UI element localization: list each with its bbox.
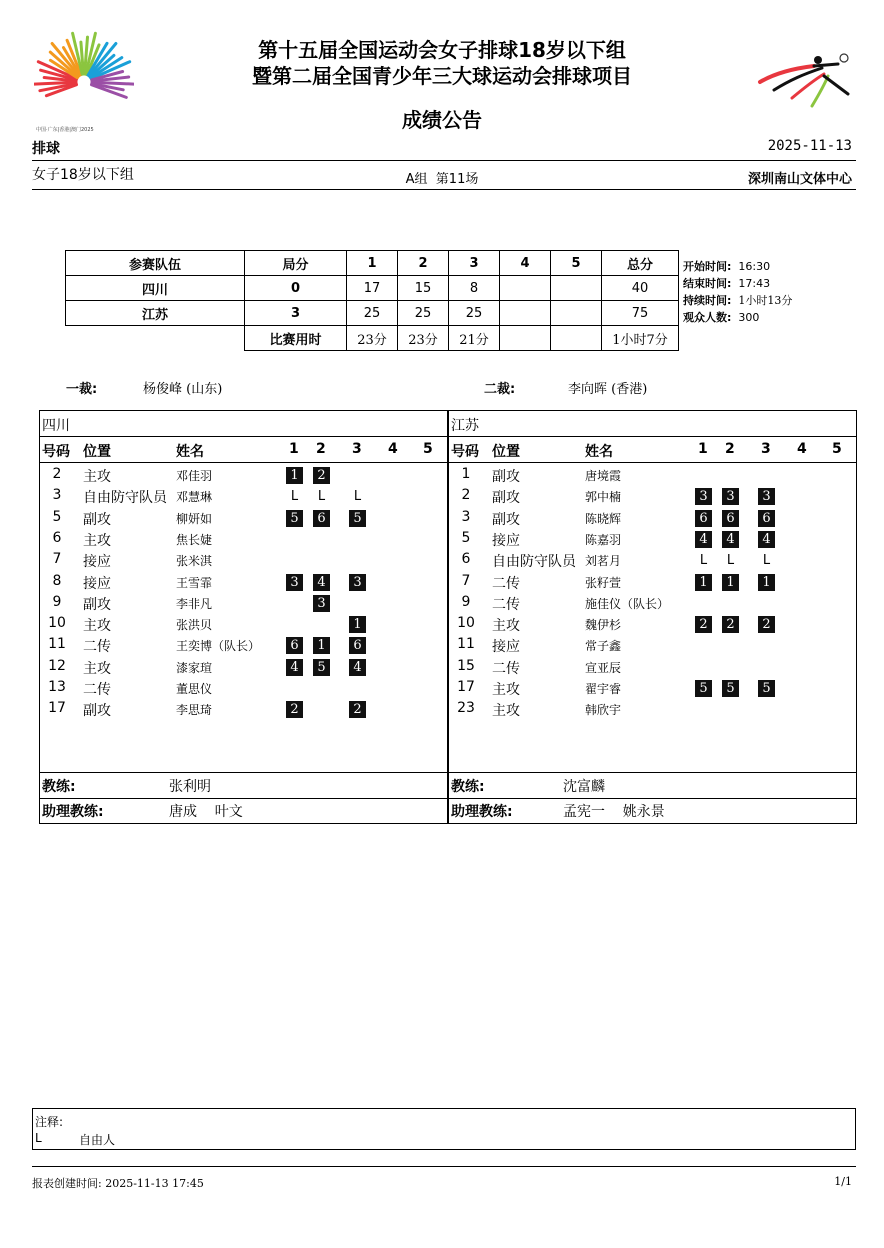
total-score: 75 xyxy=(602,301,679,326)
player-row xyxy=(449,573,856,594)
col-name-header: 姓名 xyxy=(176,444,204,460)
player-position: 接应 xyxy=(83,575,111,592)
player-name: 张米淇 xyxy=(176,554,213,569)
player-row xyxy=(449,509,856,530)
player-number: 6 xyxy=(52,529,62,546)
second-referee: 李向晖 (香港) xyxy=(568,382,648,397)
player-number: 17 xyxy=(457,679,475,695)
roster-header-rule xyxy=(449,462,856,463)
libero-marker: L xyxy=(762,553,771,569)
rotation-position-marker: 2 xyxy=(695,616,712,633)
player-position: 主攻 xyxy=(492,682,520,698)
assistant-coach-names: 唐成 叶文 xyxy=(169,804,243,820)
report-created-time: 报表创建时间: 2025-11-13 17:45 xyxy=(32,1177,204,1190)
player-position: 自由防守队员 xyxy=(83,490,167,507)
col-pos-header: 位置 xyxy=(492,444,520,460)
player-name: 常子鑫 xyxy=(585,639,622,654)
player-number: 12 xyxy=(48,657,66,674)
player-row xyxy=(449,700,856,721)
rotation-position-marker: 2 xyxy=(349,701,366,718)
page-number: 1/1 xyxy=(834,1175,852,1188)
col-set-header: 2 xyxy=(725,441,735,457)
sets-won: 3 xyxy=(245,301,347,326)
player-number: 7 xyxy=(461,572,471,589)
player-name: 宣亚辰 xyxy=(585,660,622,675)
group-match-label: A组 第11场 xyxy=(405,172,479,187)
set-score: 25 xyxy=(398,301,449,326)
sport-label: 排球 xyxy=(32,141,60,157)
rotation-position-marker: 1 xyxy=(695,574,712,591)
empty-cell xyxy=(66,326,245,351)
col-set-header: 4 xyxy=(388,441,398,457)
player-row xyxy=(449,615,856,636)
col-set-header: 1 xyxy=(698,441,708,457)
rotation-position-marker: 4 xyxy=(313,574,330,591)
team-roster-jiangsu xyxy=(448,410,857,824)
rotation-position-marker: 1 xyxy=(722,574,739,591)
col-set-header: 3 xyxy=(352,441,362,457)
player-number: 3 xyxy=(52,487,62,504)
player-row xyxy=(449,636,856,657)
sets-won: 0 xyxy=(245,276,347,301)
team-roster-sichuan xyxy=(39,410,448,824)
player-position: 二传 xyxy=(492,660,520,677)
rotation-position-marker: 2 xyxy=(313,467,330,484)
assistant-coach-label: 助理教练: xyxy=(42,804,104,820)
player-position: 主攻 xyxy=(83,469,111,485)
player-row xyxy=(449,466,856,487)
set-3-header: 3 xyxy=(449,251,500,276)
player-number: 5 xyxy=(52,508,62,525)
player-name: 漆家瑄 xyxy=(176,660,213,675)
rotation-position-marker: 6 xyxy=(349,637,366,654)
audience-count: 300 xyxy=(738,311,760,324)
player-number: 15 xyxy=(457,657,475,674)
player-name: 李思琦 xyxy=(176,703,213,718)
set-score: 15 xyxy=(398,276,449,301)
venue-label: 深圳南山文体中心 xyxy=(747,172,852,187)
rotation-position-marker: 4 xyxy=(722,531,739,548)
player-row xyxy=(40,679,447,700)
player-name: 唐境霞 xyxy=(585,469,622,483)
player-row xyxy=(449,530,856,551)
player-position: 主攻 xyxy=(83,618,111,635)
player-number: 23 xyxy=(457,700,475,717)
player-position: 接应 xyxy=(83,554,111,571)
player-position: 副攻 xyxy=(83,596,111,613)
player-name: 王雪霏 xyxy=(176,575,213,590)
logo-caption: 中国·广东|香港|澳门2025 xyxy=(36,127,94,133)
player-position: 接应 xyxy=(492,532,520,549)
player-name: 张洪贝 xyxy=(176,618,213,633)
rotation-position-marker: 4 xyxy=(758,531,775,548)
col-set-header: 5 xyxy=(423,441,433,457)
player-number: 17 xyxy=(48,700,66,717)
match-info xyxy=(683,258,792,326)
col-pos-header: 位置 xyxy=(83,444,111,460)
player-row xyxy=(40,573,447,594)
set-score xyxy=(551,276,602,301)
player-position: 副攻 xyxy=(492,490,520,507)
player-name: 王奕博（队长） xyxy=(176,639,261,654)
notes-label: 注释: xyxy=(35,1115,64,1129)
player-row xyxy=(40,636,447,657)
player-position: 自由防守队员 xyxy=(492,554,576,571)
rotation-position-marker: 2 xyxy=(722,616,739,633)
footer-rule xyxy=(32,1166,856,1167)
asst-coach-rule xyxy=(40,798,447,799)
player-row xyxy=(40,658,447,679)
rotation-position-marker: 5 xyxy=(722,680,739,697)
duration-label: 比赛用时 xyxy=(245,326,347,351)
assistant-coach-label: 助理教练: xyxy=(451,804,513,820)
set-duration xyxy=(551,326,602,351)
roster-header-rule xyxy=(40,462,447,463)
player-number: 3 xyxy=(461,508,471,525)
rotation-position-marker: 6 xyxy=(758,510,775,527)
player-position: 副攻 xyxy=(492,511,520,528)
total-score: 40 xyxy=(602,276,679,301)
player-row xyxy=(449,658,856,679)
rotation-position-marker: 5 xyxy=(313,659,330,676)
coach-name: 沈富麟 xyxy=(563,779,605,795)
coach-name: 张利明 xyxy=(169,779,211,795)
team-title: 四川 xyxy=(42,418,70,434)
col-team-header: 参赛队伍 xyxy=(66,251,245,276)
player-position: 副攻 xyxy=(492,469,520,485)
set-score xyxy=(500,276,551,301)
team-title-rule xyxy=(449,436,856,437)
rotation-position-marker: 3 xyxy=(349,574,366,591)
end-time: 17:43 xyxy=(738,277,771,290)
player-number: 1 xyxy=(461,466,471,482)
set-4-header: 4 xyxy=(500,251,551,276)
col-set-header: 1 xyxy=(289,441,299,457)
libero-marker: L xyxy=(317,489,326,505)
player-name: 魏伊杉 xyxy=(585,618,622,633)
libero-marker: L xyxy=(290,489,299,505)
player-position: 接应 xyxy=(492,639,520,656)
rotation-position-marker: 3 xyxy=(695,488,712,505)
player-row xyxy=(449,551,856,572)
score-row-jiangsu xyxy=(66,301,679,326)
notes-code: L xyxy=(35,1131,42,1145)
category-label: 女子18岁以下组 xyxy=(32,167,134,183)
rotation-position-marker: 2 xyxy=(758,616,775,633)
col-num-header: 号码 xyxy=(42,444,70,460)
set-2-header: 2 xyxy=(398,251,449,276)
player-row xyxy=(40,466,447,487)
rotation-position-marker: 6 xyxy=(722,510,739,527)
player-name: 刘茗月 xyxy=(585,554,622,569)
player-position: 副攻 xyxy=(83,703,111,720)
coach-label: 教练: xyxy=(451,779,485,795)
rotation-position-marker: 5 xyxy=(286,510,303,527)
player-row xyxy=(40,509,447,530)
rotation-position-marker: 5 xyxy=(695,680,712,697)
player-position: 二传 xyxy=(492,575,520,592)
player-number: 11 xyxy=(48,636,66,653)
rotation-position-marker: 1 xyxy=(349,616,366,633)
libero-marker: L xyxy=(699,553,708,569)
player-position: 主攻 xyxy=(83,532,111,549)
first-referee: 杨俊峰 (山东) xyxy=(143,382,223,397)
set-score: 25 xyxy=(347,301,398,326)
player-position: 主攻 xyxy=(492,703,520,720)
asst-coach-rule xyxy=(449,798,856,799)
player-row xyxy=(40,530,447,551)
player-position: 二传 xyxy=(492,596,520,613)
set-1-header: 1 xyxy=(347,251,398,276)
rotation-position-marker: 3 xyxy=(313,595,330,612)
score-table xyxy=(65,250,679,351)
set-5-header: 5 xyxy=(551,251,602,276)
second-referee-label: 二裁: xyxy=(484,382,516,397)
player-row xyxy=(40,487,447,508)
libero-marker: L xyxy=(353,489,362,505)
set-duration: 21分 xyxy=(449,326,500,351)
player-position: 主攻 xyxy=(83,660,111,677)
coach-rule xyxy=(449,772,856,773)
player-number: 9 xyxy=(461,593,471,610)
player-position: 主攻 xyxy=(492,618,520,635)
set-score: 25 xyxy=(449,301,500,326)
player-name: 翟宇睿 xyxy=(585,682,622,696)
score-row-sichuan xyxy=(66,276,679,301)
player-number: 9 xyxy=(52,593,62,610)
coach-rule xyxy=(40,772,447,773)
rotation-position-marker: 3 xyxy=(286,574,303,591)
notes-text: 自由人 xyxy=(79,1133,116,1147)
set-score: 17 xyxy=(347,276,398,301)
end-time-label: 结束时间: xyxy=(683,277,732,290)
title-line-2: 暨第二届全国青少年三大球运动会排球项目 xyxy=(252,64,632,88)
player-row xyxy=(40,615,447,636)
rotation-position-marker: 6 xyxy=(313,510,330,527)
col-set-header: 4 xyxy=(797,441,807,457)
player-name: 柳妍如 xyxy=(176,511,213,526)
player-name: 邓慧琳 xyxy=(176,490,213,505)
set-score xyxy=(500,301,551,326)
rotation-position-marker: 3 xyxy=(758,488,775,505)
player-name: 李非凡 xyxy=(176,596,213,611)
player-number: 10 xyxy=(457,615,475,632)
header-rule-1 xyxy=(32,160,856,161)
notes-box xyxy=(32,1108,856,1150)
duration-row xyxy=(66,326,679,351)
player-name: 陈晓辉 xyxy=(585,511,622,526)
rotation-position-marker: 4 xyxy=(695,531,712,548)
player-number: 13 xyxy=(48,679,66,695)
rotation-position-marker: 4 xyxy=(349,659,366,676)
player-number: 8 xyxy=(52,572,62,589)
rotation-position-marker: 1 xyxy=(313,637,330,654)
player-name: 韩欣宇 xyxy=(585,703,622,718)
volleyball-pictogram xyxy=(752,50,856,112)
title-line-1: 第十五届全国运动会女子排球18岁以下组 xyxy=(258,38,626,62)
rotation-position-marker: 4 xyxy=(286,659,303,676)
player-number: 2 xyxy=(461,487,471,504)
header-rule-2 xyxy=(32,189,856,190)
first-referee-label: 一裁: xyxy=(66,382,98,397)
set-score xyxy=(551,301,602,326)
set-duration: 23分 xyxy=(398,326,449,351)
player-row xyxy=(40,551,447,572)
team-title: 江苏 xyxy=(451,418,479,434)
player-name: 陈嘉羽 xyxy=(585,532,622,547)
player-row xyxy=(449,679,856,700)
player-number: 7 xyxy=(52,551,62,568)
player-name: 邓佳羽 xyxy=(176,469,213,483)
set-duration xyxy=(500,326,551,351)
col-set-header: 5 xyxy=(832,441,842,457)
team-name: 四川 xyxy=(66,276,245,301)
player-row xyxy=(40,700,447,721)
player-name: 施佳仪（队长） xyxy=(585,596,670,611)
col-num-header: 号码 xyxy=(451,444,479,460)
player-position: 副攻 xyxy=(83,511,111,528)
title-results-notice: 成绩公告 xyxy=(402,108,482,132)
player-row xyxy=(449,487,856,508)
player-name: 焦长婕 xyxy=(176,532,213,547)
rotation-position-marker: 6 xyxy=(286,637,303,654)
set-duration: 23分 xyxy=(347,326,398,351)
player-number: 6 xyxy=(461,551,471,568)
assistant-coach-names: 孟宪一 姚永景 xyxy=(563,804,665,820)
match-duration: 1小时13分 xyxy=(738,294,793,307)
player-number: 10 xyxy=(48,615,66,632)
rotation-position-marker: 1 xyxy=(286,467,303,484)
audience-label: 观众人数: xyxy=(683,311,732,324)
rotation-position-marker: 1 xyxy=(758,574,775,591)
col-set-header: 2 xyxy=(316,441,326,457)
player-position: 二传 xyxy=(83,682,111,698)
libero-marker: L xyxy=(726,553,735,569)
player-name: 张籽萱 xyxy=(585,575,622,590)
col-sets-header: 局分 xyxy=(245,251,347,276)
rotation-position-marker: 2 xyxy=(286,701,303,718)
player-row xyxy=(40,594,447,615)
rotation-position-marker: 3 xyxy=(722,488,739,505)
col-name-header: 姓名 xyxy=(585,444,613,460)
rotation-position-marker: 5 xyxy=(758,680,775,697)
duration-label: 持续时间: xyxy=(683,294,732,307)
player-row xyxy=(449,594,856,615)
start-time-label: 开始时间: xyxy=(683,260,732,273)
rotation-position-marker: 5 xyxy=(349,510,366,527)
rotation-position-marker: 6 xyxy=(695,510,712,527)
team-title-rule xyxy=(40,436,447,437)
player-name: 董思仪 xyxy=(176,682,213,696)
total-duration: 1小时7分 xyxy=(602,326,679,351)
match-date: 2025-11-13 xyxy=(767,138,852,154)
player-number: 5 xyxy=(461,529,471,546)
col-total-header: 总分 xyxy=(602,251,679,276)
player-number: 2 xyxy=(52,466,62,482)
player-number: 11 xyxy=(457,636,475,653)
team-name: 江苏 xyxy=(66,301,245,326)
set-score: 8 xyxy=(449,276,500,301)
player-position: 二传 xyxy=(83,639,111,656)
col-set-header: 3 xyxy=(761,441,771,457)
start-time: 16:30 xyxy=(738,260,771,273)
player-name: 郭中楠 xyxy=(585,490,622,505)
coach-label: 教练: xyxy=(42,779,76,795)
